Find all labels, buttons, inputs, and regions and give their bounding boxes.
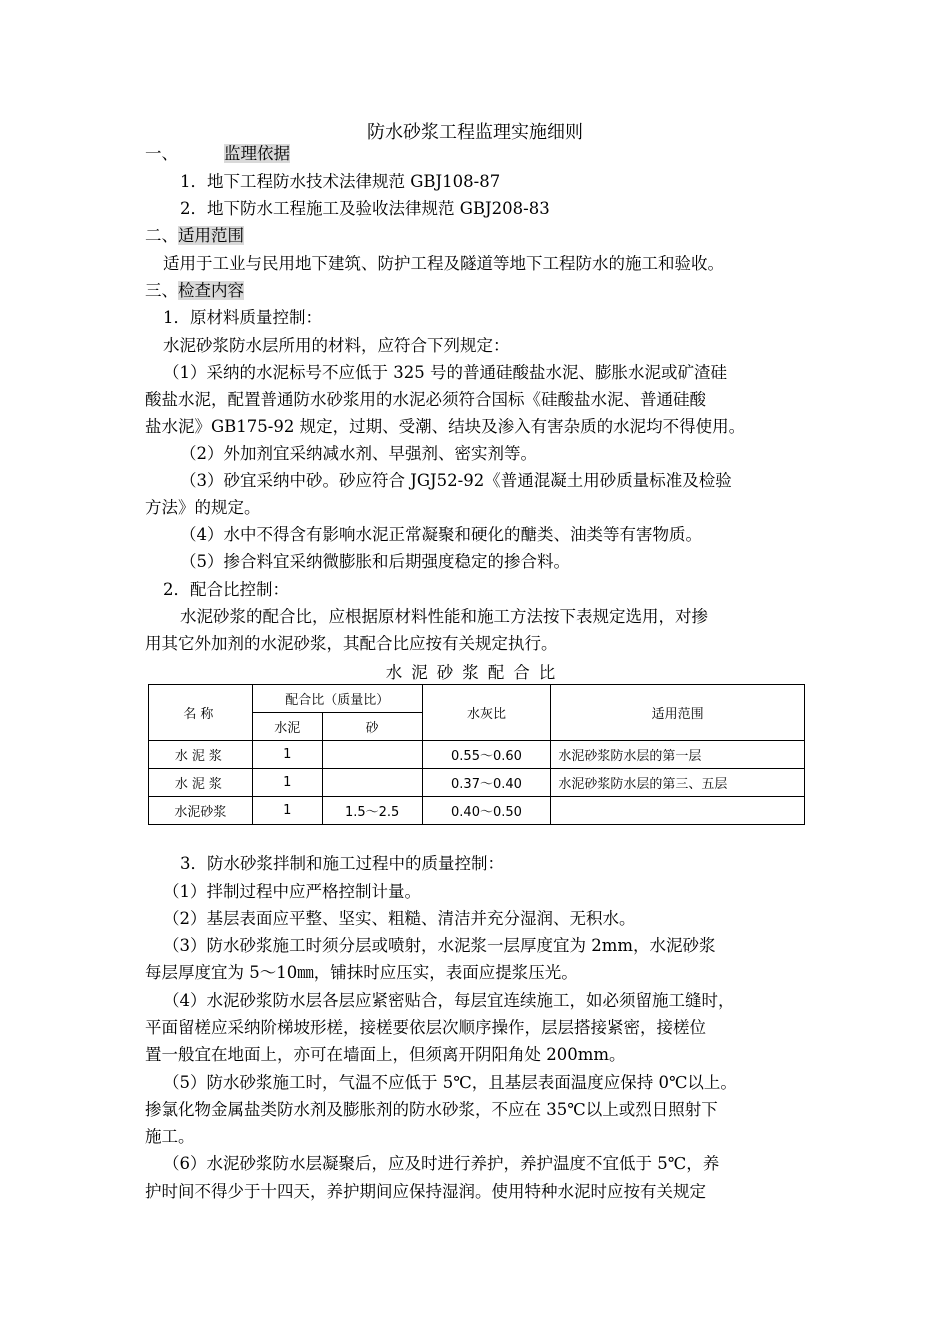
header-water-cement: 水灰比 xyxy=(422,685,551,741)
table-row xyxy=(149,797,805,825)
paragraph-line: （6）水泥砂浆防水层凝聚后，应及时进行养护，养护温度不宜低于 5℃，养 xyxy=(163,1154,720,1173)
paragraph-line: （5）防水砂浆施工时，气温不应低于 5℃，且基层表面温度应保持 0℃以上。 xyxy=(163,1073,737,1092)
section-3-title: 检查内容 xyxy=(178,281,244,300)
cell-cement: 1 xyxy=(252,769,322,797)
section-1-title: 监理依据 xyxy=(224,144,290,163)
header-ratio: 配合比（质量比） xyxy=(252,685,422,713)
cell-sand: 1.5～2.5 xyxy=(322,797,422,825)
header-sand: 砂 xyxy=(322,713,422,741)
paragraph-line: 每层厚度宜为 5～10㎜，铺抹时应压实，表面应提浆压光。 xyxy=(145,963,578,982)
section-2-title: 适用范围 xyxy=(178,226,244,245)
cell-cement: 1 xyxy=(252,797,322,825)
section-2-text: 适用于工业与民用地下建筑、防护工程及隧道等地下工程防水的施工和验收。 xyxy=(163,254,724,273)
paragraph-line: 方法》的规定。 xyxy=(145,498,261,517)
cell-cement: 1 xyxy=(252,741,322,769)
section-1-item-2: 2．地下防水工程施工及验收法律规范 GBJ208-83 xyxy=(180,199,550,218)
subsection-1-intro: 水泥砂浆防水层所用的材料，应符合下列规定： xyxy=(163,336,510,355)
paragraph-line: 用其它外加剂的水泥砂浆，其配合比应按有关规定执行。 xyxy=(145,634,558,653)
subsection-2-heading: 2．配合比控制： xyxy=(163,580,289,599)
paragraph-line: （3）砂宜采纳中砂。砂应符合 JGJ52-92《普通混凝土用砂质量标准及检验 xyxy=(180,471,732,490)
paragraph-line: （3）防水砂浆施工时须分层或喷射，水泥浆一层厚度宜为 2mm，水泥砂浆 xyxy=(163,936,716,955)
section-1-heading xyxy=(145,143,290,165)
cell-name: 水泥浆 xyxy=(149,741,253,769)
cell-water-cement: 0.55～0.60 xyxy=(422,741,551,769)
paragraph-line: 平面留槎应采纳阶梯坡形槎，接槎要依层次顺序操作，层层搭接紧密，接槎位 xyxy=(145,1018,706,1037)
section-1-number: 一、 xyxy=(145,144,178,163)
table-row xyxy=(149,769,805,797)
header-name: 名称 xyxy=(149,685,253,741)
paragraph-line: 施工。 xyxy=(145,1127,195,1146)
cell-name: 水泥砂浆 xyxy=(149,797,253,825)
paragraph-line: 水泥砂浆的配合比，应根据原材料性能和施工方法按下表规定选用，对掺 xyxy=(180,607,708,626)
cell-scope xyxy=(551,797,805,825)
cell-scope: 水泥砂浆防水层的第一层 xyxy=(551,741,805,769)
paragraph-line: （1）拌制过程中应严格控制计量。 xyxy=(163,882,421,901)
section-3-heading xyxy=(145,280,244,302)
paragraph-line: （1）采纳的水泥标号不应低于 325 号的普通硅酸盐水泥、膨胀水泥或矿渣硅 xyxy=(163,363,727,382)
header-cement: 水泥 xyxy=(252,713,322,741)
section-1-item-1: 1．地下工程防水技术法律规范 GBJ108-87 xyxy=(180,172,501,191)
paragraph-line: 置一般宜在地面上，亦可在墙面上，但须离开阴阳角处 200mm。 xyxy=(145,1045,626,1064)
document-title: 防水砂浆工程监理实施细则 xyxy=(367,122,583,143)
table-title: 水泥砂浆配合比 xyxy=(385,663,565,682)
section-3-number: 三、 xyxy=(145,281,178,300)
section-2-heading xyxy=(145,225,244,247)
paragraph-line: （2）基层表面应平整、坚实、粗糙、清洁并充分湿润、无积水。 xyxy=(163,909,636,928)
table-row xyxy=(149,741,805,769)
subsection-3-heading: 3．防水砂浆拌制和施工过程中的质量控制： xyxy=(180,854,504,873)
cell-scope: 水泥砂浆防水层的第三、五层 xyxy=(551,769,805,797)
cell-sand xyxy=(322,769,422,797)
paragraph-line: 酸盐水泥，配置普通防水砂浆用的水泥必须符合国标《硅酸盐水泥、普通硅酸 xyxy=(145,390,706,409)
cell-sand xyxy=(322,741,422,769)
paragraph-line: 盐水泥》GB175-92 规定，过期、受潮、结块及渗入有害杂质的水泥均不得使用。 xyxy=(145,417,746,436)
paragraph-line: （2）外加剂宜采纳减水剂、早强剂、密实剂等。 xyxy=(180,444,537,463)
paragraph-line: （4）水中不得含有影响水泥正常凝聚和硬化的醣类、油类等有害物质。 xyxy=(180,525,702,544)
section-2-number: 二、 xyxy=(145,226,178,245)
paragraph-line: 护时间不得少于十四天，养护期间应保持湿润。使用特种水泥时应按有关规定 xyxy=(145,1182,706,1201)
table-header-row xyxy=(149,685,805,713)
paragraph-line: （5）掺合料宜采纳微膨胀和后期强度稳定的掺合料。 xyxy=(180,552,570,571)
subsection-1-heading: 1．原材料质量控制： xyxy=(163,308,322,327)
cell-water-cement: 0.37～0.40 xyxy=(422,769,551,797)
mix-ratio-table xyxy=(148,684,805,825)
cell-name: 水泥浆 xyxy=(149,769,253,797)
header-scope: 适用范围 xyxy=(551,685,805,741)
paragraph-line: 掺氯化物金属盐类防水剂及膨胀剂的防水砂浆，不应在 35℃以上或烈日照射下 xyxy=(145,1100,718,1119)
paragraph-line: （4）水泥砂浆防水层各层应紧密贴合，每层宜连续施工，如必须留施工缝时， xyxy=(163,991,735,1010)
cell-water-cement: 0.40～0.50 xyxy=(422,797,551,825)
